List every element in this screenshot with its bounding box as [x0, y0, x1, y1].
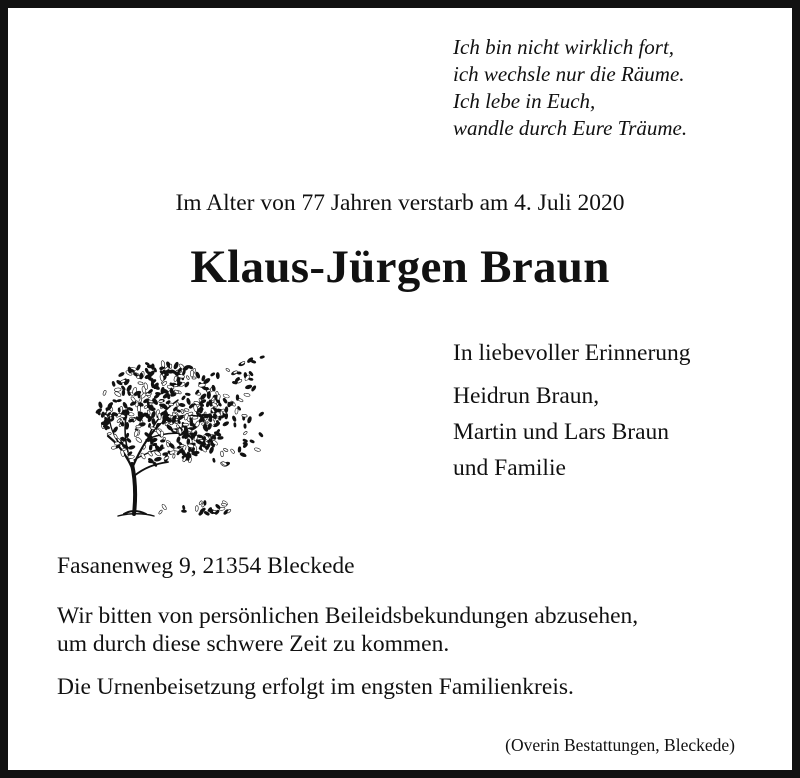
poem-line: Ich lebe in Euch, — [453, 89, 596, 113]
windblown-tree-icon — [88, 336, 268, 526]
mourner-name: Heidrun Braun, — [453, 383, 600, 409]
mourner-name: und Familie — [453, 455, 566, 481]
mourner-name: Martin und Lars Braun — [453, 419, 670, 445]
condolence-request — [57, 602, 638, 658]
deceased-name: Klaus-Jürgen Braun — [190, 241, 610, 293]
mourners-block — [453, 338, 691, 486]
family-address: Fasanenweg 9, 21354 Bleckede — [57, 553, 355, 579]
request-line: um durch diese schwere Zeit zu kommen. — [57, 631, 450, 657]
burial-note: Die Urnenbeisetzung erfolgt im engsten Familienkreis. — [57, 674, 574, 700]
poem-line: ich wechsle nur die Räume. — [453, 62, 685, 86]
poem-line: wandle durch Eure Träume. — [453, 116, 688, 140]
poem — [453, 34, 687, 142]
undertaker-credit: (Overin Bestattungen, Bleckede) — [505, 735, 735, 755]
poem-line: Ich bin nicht wirklich fort, — [453, 35, 675, 59]
death-announcement: Im Alter von 77 Jahren verstarb am 4. Juli 2020 — [175, 190, 625, 216]
mourners-heading: In liebevoller Erinnerung — [453, 340, 691, 366]
request-line: Wir bitten von persönlichen Beileidsbekundungen abzusehen, — [57, 603, 639, 629]
